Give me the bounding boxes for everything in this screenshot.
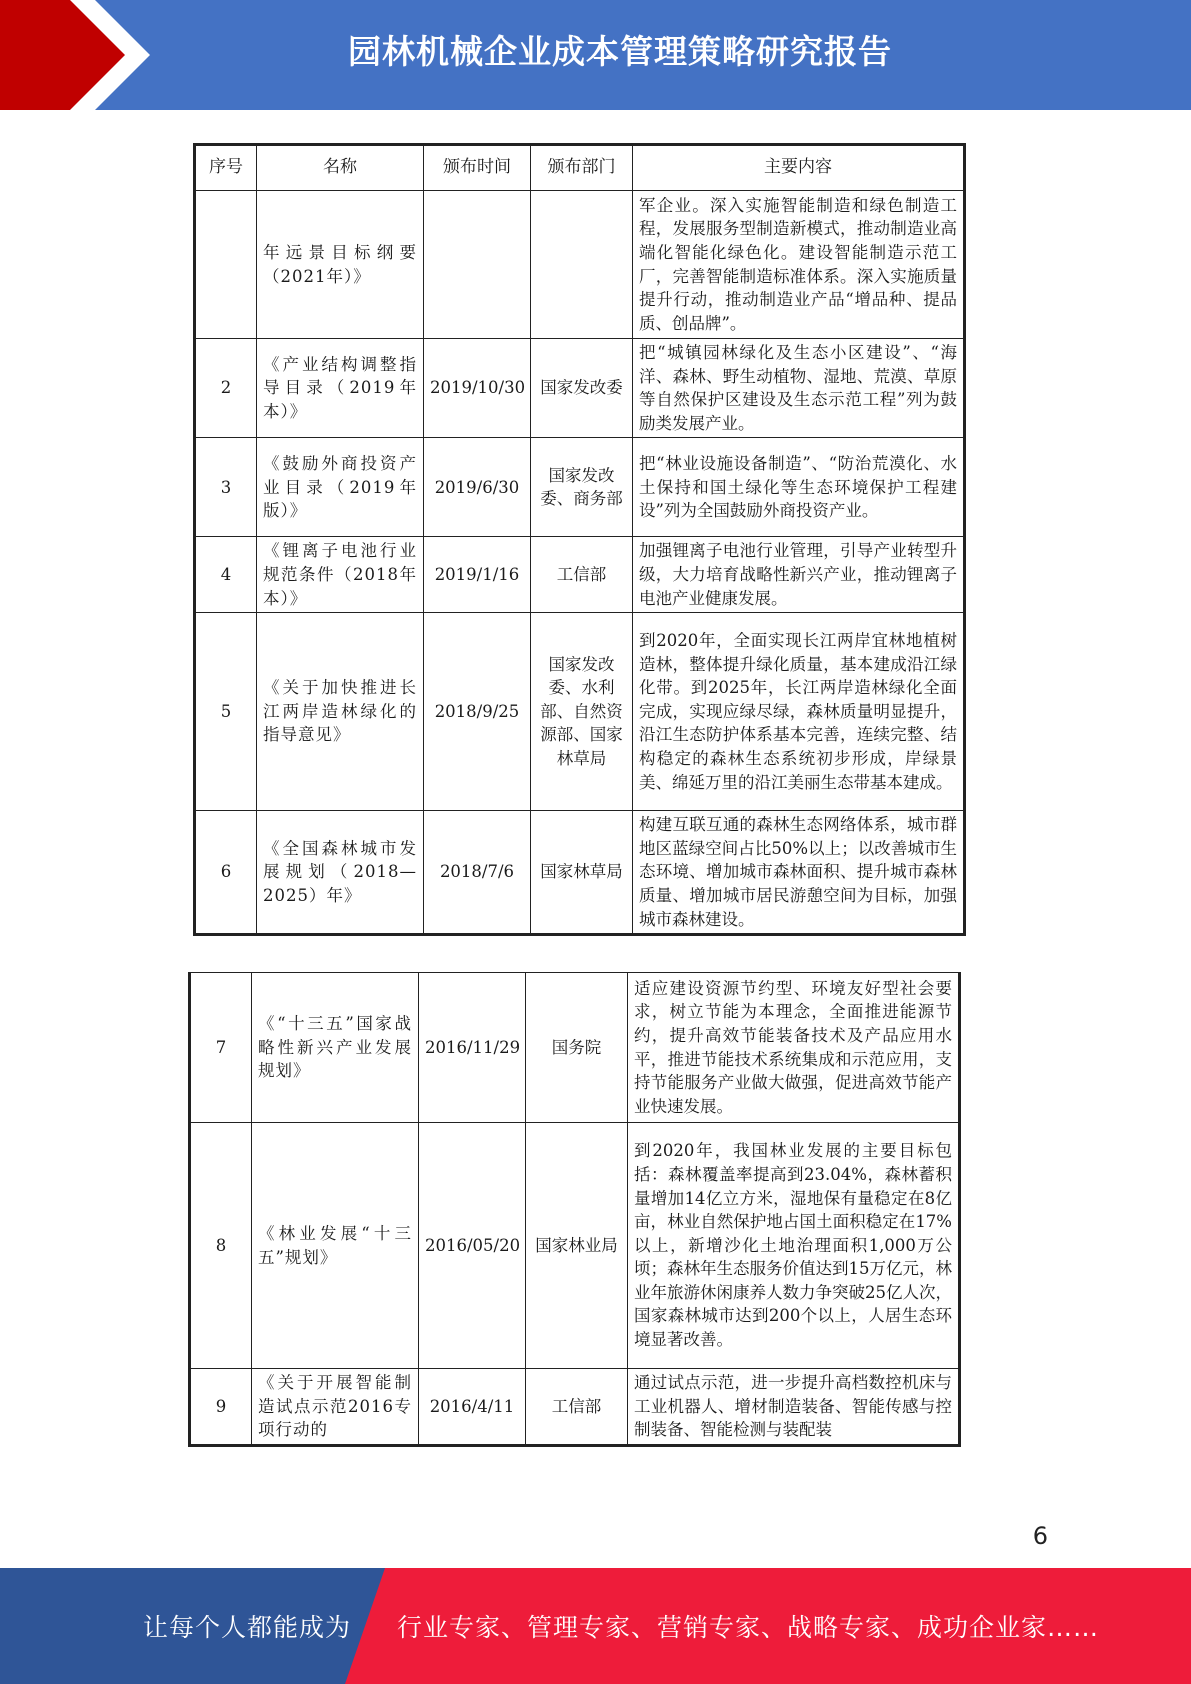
cell-name: 年远景目标纲要（2021年）》 <box>257 191 424 339</box>
footer-slogan-left: 让每个人都能成为 <box>143 1613 352 1642</box>
page-header <box>0 0 1191 110</box>
cell-name: 《全国森林城市发展规划（2018—2025）年》 <box>257 811 424 935</box>
cell-dept: 国家发改委 <box>531 339 633 438</box>
cell-name: 《“十三五”国家战略性新兴产业发展规划》 <box>252 973 419 1123</box>
cell-no: 9 <box>190 1369 252 1446</box>
cell-date: 2019/10/30 <box>424 339 531 438</box>
table-row <box>195 811 965 935</box>
table-row <box>190 973 960 1123</box>
col-header-name: 名称 <box>257 145 424 191</box>
report-title: 园林机械企业成本管理策略研究报告 <box>348 32 892 71</box>
chevron-arrow-icon <box>0 0 150 110</box>
page-footer <box>0 1568 1191 1684</box>
cell-name: 《锂离子电池行业规范条件（2018年本）》 <box>257 537 424 613</box>
cell-content: 通过试点示范，进一步提升高档数控机床与工业机器人、增材制造装备、智能传感与控制装备、智能检测与装配装 <box>628 1369 960 1446</box>
cell-name: 《鼓励外商投资产业目录（2019年版）》 <box>257 438 424 537</box>
cell-content: 把“城镇园林绿化及生态小区建设”、“海洋、森林、野生动植物、湿地、荒漠、草原等自然保护区建设及生态示范工程”列为鼓励类发展产业。 <box>633 339 965 438</box>
cell-dept: 国务院 <box>526 973 628 1123</box>
page-number: 6 <box>1032 1522 1048 1550</box>
table-header-row <box>195 145 965 191</box>
cell-no: 7 <box>190 973 252 1123</box>
cell-name: 《关于加快推进长江两岸造林绿化的指导意见》 <box>257 613 424 811</box>
cell-date <box>424 191 531 339</box>
cell-content: 军企业。深入实施智能制造和绿色制造工程，发展服务型制造新模式，推动制造业高端化智能化绿色化。建设智能制造示范工厂，完善智能制造标准体系。深入实施质量提升行动，推动制造业产品“增品种、提品质、创品牌”。 <box>633 191 965 339</box>
policy-table-part1 <box>193 143 966 936</box>
cell-date: 2019/1/16 <box>424 537 531 613</box>
table-row <box>195 537 965 613</box>
cell-dept: 国家林草局 <box>531 811 633 935</box>
table-row <box>195 339 965 438</box>
cell-content: 到2020年，全面实现长江两岸宜林地植树造林，整体提升绿化质量，基本建成沿江绿化带。到2025年，长江两岸造林绿化全面完成，实现应绿尽绿，森林质量明显提升，沿江生态防护体系基本完善，连续完整、结构稳定的森林生态系统初步形成，岸绿景美、绵延万里的沿江美丽生态带基本建成。 <box>633 613 965 811</box>
cell-no: 2 <box>195 339 257 438</box>
cell-no: 5 <box>195 613 257 811</box>
col-header-no: 序号 <box>195 145 257 191</box>
cell-dept: 国家发改委、水利部、自然资源部、国家林草局 <box>531 613 633 811</box>
col-header-content: 主要内容 <box>633 145 965 191</box>
cell-dept: 工信部 <box>531 537 633 613</box>
cell-name: 《关于开展智能制造试点示范2016专项行动的 <box>252 1369 419 1446</box>
cell-name: 《产业结构调整指导目录（2019年本）》 <box>257 339 424 438</box>
cell-dept <box>531 191 633 339</box>
cell-no <box>195 191 257 339</box>
cell-dept: 工信部 <box>526 1369 628 1446</box>
cell-content: 把“林业设施设备制造”、“防治荒漠化、水土保持和国土绿化等生态环境保护工程建设”列为全国鼓励外商投资产业。 <box>633 438 965 537</box>
cell-date: 2016/4/11 <box>419 1369 526 1446</box>
cell-no: 4 <box>195 537 257 613</box>
cell-no: 3 <box>195 438 257 537</box>
cell-content: 加强锂离子电池行业管理，引导产业转型升级，大力培育战略性新兴产业，推动锂离子电池产业健康发展。 <box>633 537 965 613</box>
table-row <box>195 613 965 811</box>
cell-date: 2018/7/6 <box>424 811 531 935</box>
cell-date: 2016/11/29 <box>419 973 526 1123</box>
table-row <box>190 1369 960 1446</box>
cell-content: 适应建设资源节约型、环境友好型社会要求，树立节能为本理念，全面推进能源节约，提升高效节能装备技术及产品应用水平，推进节能技术系统集成和示范应用，支持节能服务产业做大做强，促进高效节能产业快速发展。 <box>628 973 960 1123</box>
cell-content: 构建互联互通的森林生态网络体系，城市群地区蓝绿空间占比50%以上；以改善城市生态环境、增加城市森林面积、提升城市森林质量、增加城市居民游憩空间为目标，加强城市森林建设。 <box>633 811 965 935</box>
table-row <box>195 438 965 537</box>
cell-date: 2018/9/25 <box>424 613 531 811</box>
cell-date: 2019/6/30 <box>424 438 531 537</box>
table-row <box>190 1123 960 1369</box>
cell-no: 8 <box>190 1123 252 1369</box>
cell-content: 到2020年，我国林业发展的主要目标包括：森林覆盖率提高到23.04%，森林蓄积量增加14亿立方米，湿地保有量稳定在8亿亩，林业自然保护地占国土面积稳定在17%以上，新增沙化土地治理面积1,000万公顷；森林年生态服务价值达到15万亿元，林业年旅游休闲康养人数力争突破25亿人次，国家森林城市达到200个以上，人居生态环境显著改善。 <box>628 1123 960 1369</box>
footer-slogan-right: 行业专家、管理专家、营销专家、战略专家、成功企业家…… <box>397 1613 1100 1642</box>
cell-date: 2016/05/20 <box>419 1123 526 1369</box>
cell-dept: 国家林业局 <box>526 1123 628 1369</box>
cell-dept: 国家发改委、商务部 <box>531 438 633 537</box>
col-header-date: 颁布时间 <box>424 145 531 191</box>
table-row <box>195 191 965 339</box>
policy-table-part2 <box>188 972 961 1447</box>
cell-no: 6 <box>195 811 257 935</box>
col-header-dept: 颁布部门 <box>531 145 633 191</box>
cell-name: 《林业发展“十三五”规划》 <box>252 1123 419 1369</box>
